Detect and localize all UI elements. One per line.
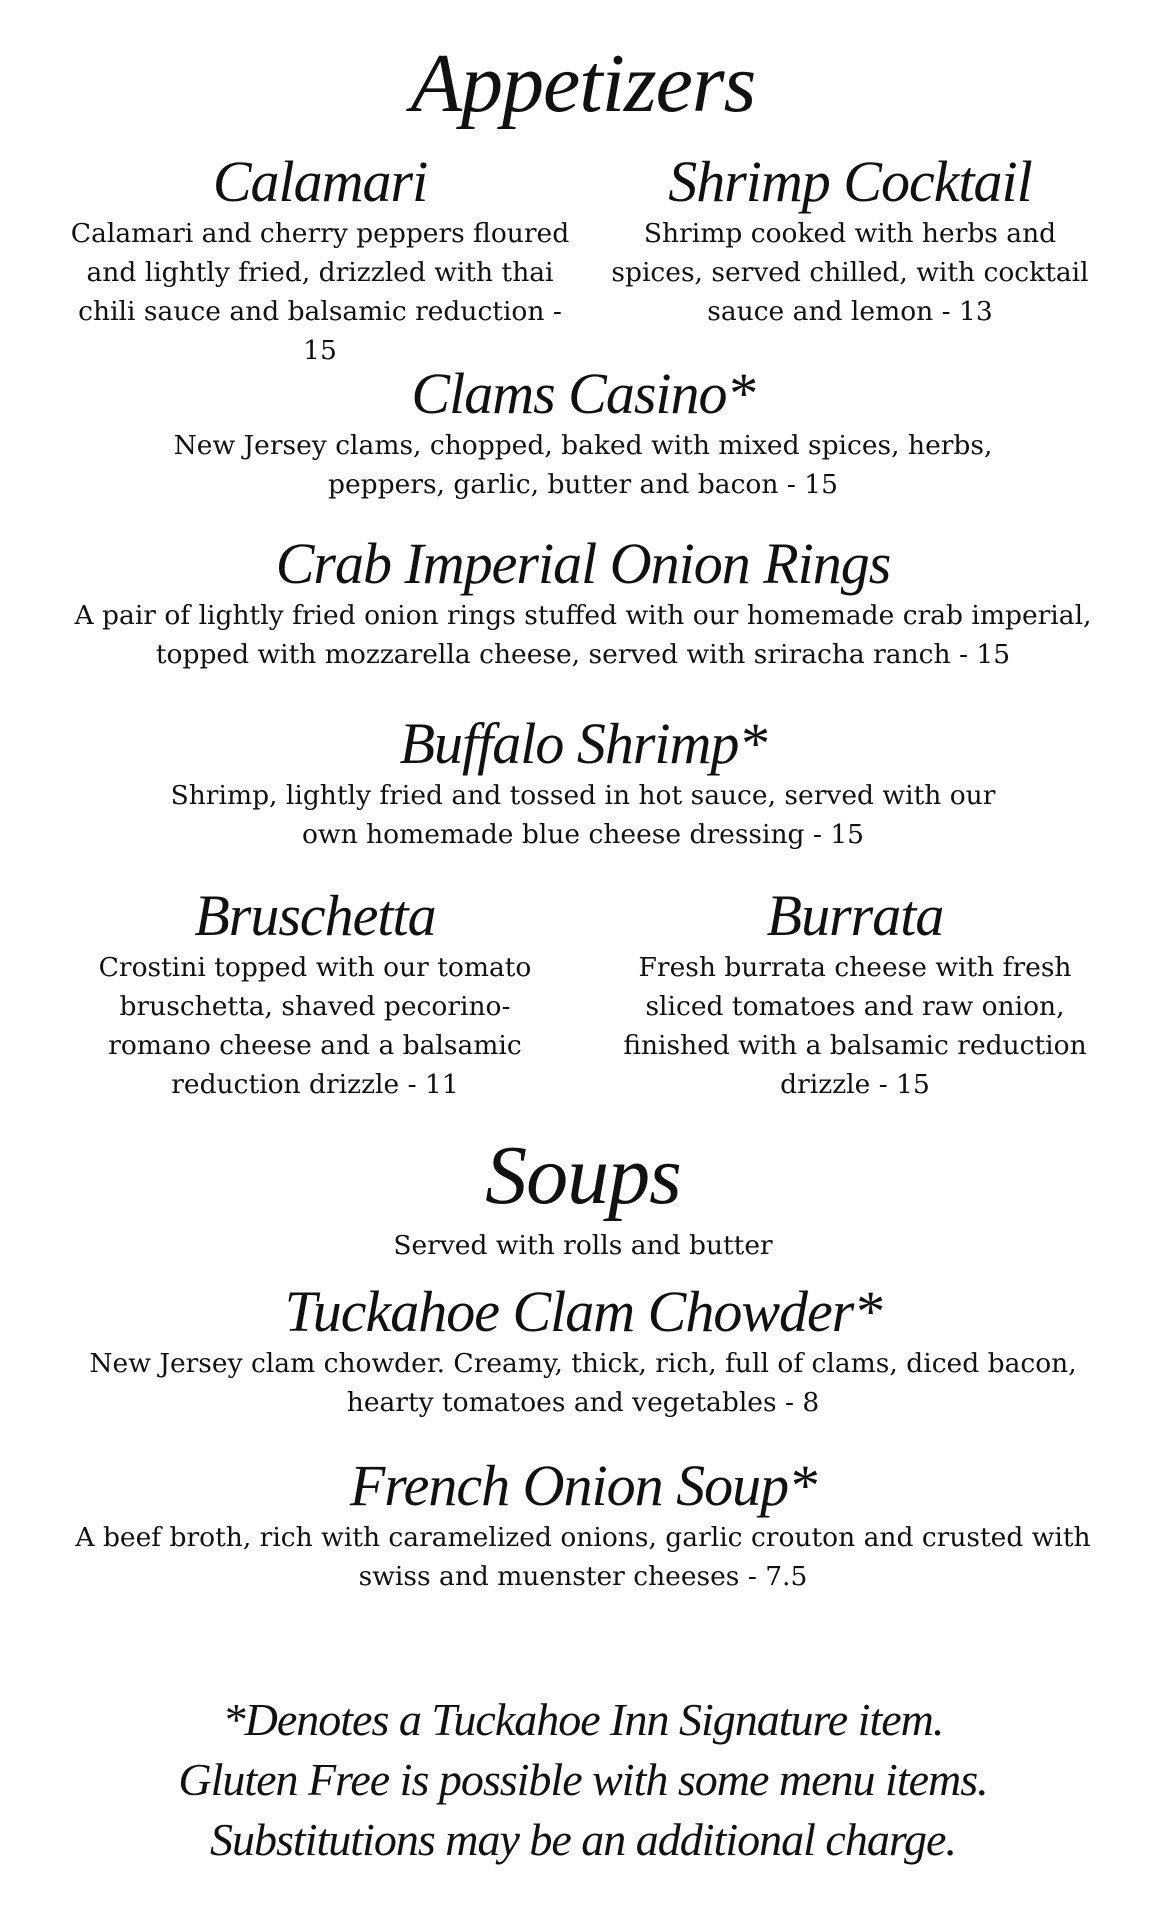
item-description: Shrimp, lightly fried and tossed in hot sauce, served with our own homemade blue cheese dressing - 15	[170, 780, 996, 850]
item-description: Crostini topped with our tomato bruschetta, shaved pecorino-romano cheese and a balsamic reduction drizzle - 11	[98, 952, 532, 1100]
item-title: Calamari	[212, 149, 428, 214]
item-description: New Jersey clam chowder. Creamy, thick, rich, full of clams, diced bacon, hearty tomatoes and vegetables - 8	[89, 1348, 1077, 1418]
item-title: Clams Casino*	[411, 361, 755, 426]
menu-item-calamari	[55, 150, 585, 370]
soups-heading: Soups	[485, 1129, 681, 1222]
item-title: French Onion Soup*	[349, 1453, 817, 1518]
item-description: New Jersey clams, chopped, baked with mixed spices, herbs, peppers, garlic, butter and bacon - 15	[173, 430, 993, 500]
soups-subtitle: Served with rolls and butter	[393, 1230, 773, 1261]
appetizers-heading: Appetizers	[410, 37, 756, 130]
item-title: Buffalo Shrimp*	[399, 711, 767, 776]
item-title: Tuckahoe Clam Chowder*	[284, 1279, 882, 1344]
item-description: A beef broth, rich with caramelized onions, garlic crouton and crusted with swiss and muenster cheeses - 7.5	[75, 1522, 1091, 1592]
menu-item-buffalo-shrimp	[150, 712, 1016, 854]
item-title: Bruschetta	[194, 883, 436, 948]
menu-item-french-onion-soup	[40, 1454, 1126, 1596]
menu-item-tuckahoe-clam-chowder	[40, 1280, 1126, 1422]
footer-note-gluten-free: Gluten Free is possible with some menu items.	[178, 1754, 988, 1805]
menu-item-bruschetta	[70, 884, 560, 1104]
item-description: Fresh burrata cheese with fresh sliced tomatoes and raw onion, finished with a balsamic reduction drizzle - 15	[623, 952, 1087, 1100]
footer-note-signature: *Denotes a Tuckahoe Inn Signature item.	[222, 1694, 944, 1745]
item-title: Burrata	[766, 883, 944, 948]
item-description: Calamari and cherry peppers floured and lightly fried, drizzled with thai chili sauce and balsamic reduction - 15	[70, 218, 570, 366]
item-title: Shrimp Cocktail	[668, 149, 1032, 214]
menu-item-burrata	[610, 884, 1100, 1104]
footer-note-substitutions: Substitutions may be an additional charge.	[210, 1814, 956, 1865]
item-description: Shrimp cooked with herbs and spices, served chilled, with cocktail sauce and lemon - 13	[611, 218, 1089, 327]
footer-notes	[0, 1690, 1166, 1870]
item-title: Crab Imperial Onion Rings	[275, 531, 891, 596]
item-description: A pair of lightly fried onion rings stuffed with our homemade crab imperial, topped with mozzarella cheese, served with sriracha ranch - 15	[74, 600, 1092, 670]
menu-item-crab-imperial-onion-rings	[40, 532, 1126, 674]
menu-item-shrimp-cocktail	[585, 150, 1115, 331]
menu-item-clams-casino	[120, 362, 1046, 504]
